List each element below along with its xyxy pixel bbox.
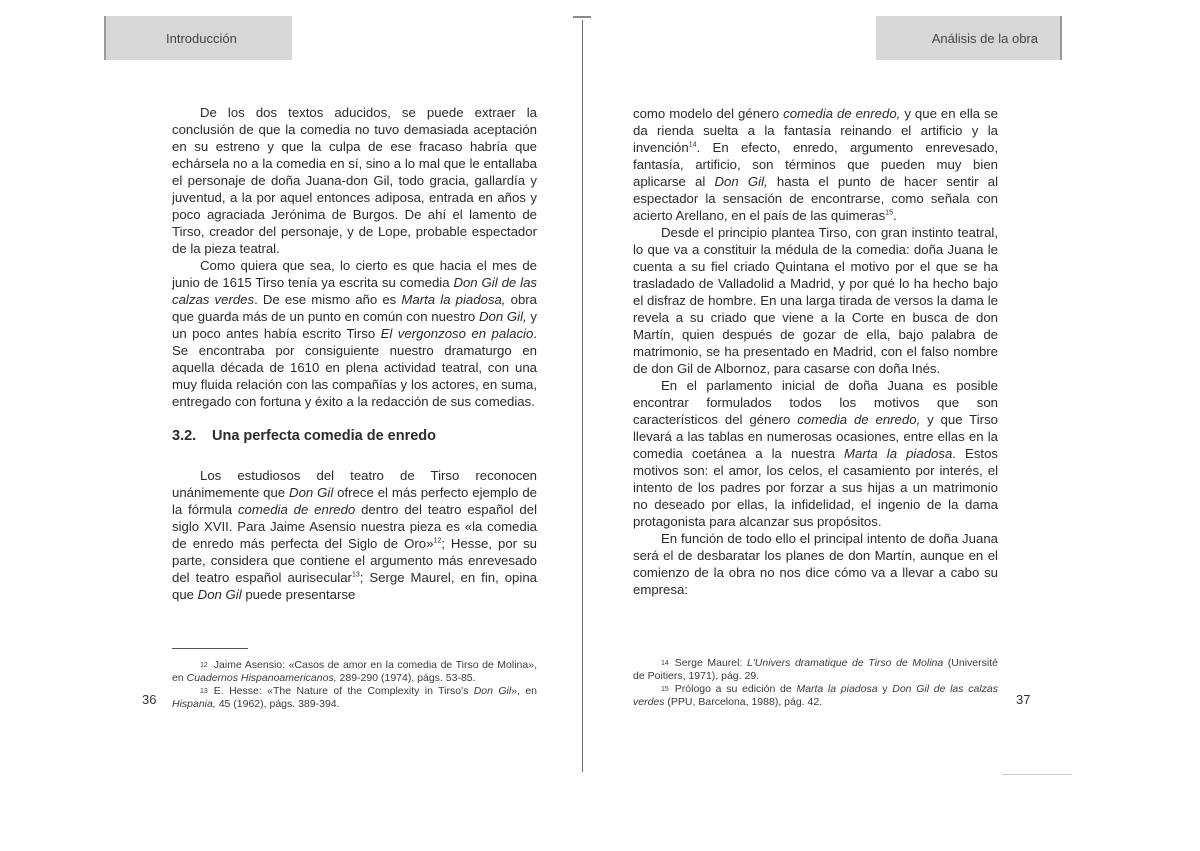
right-footnotes (633, 657, 998, 709)
text-run: 45 (1962), págs. 389-394. (215, 698, 340, 710)
text-run: y que Tirso llevará a las tablas en numerosas ocasiones, entre ellas en la comedia coetánea a la nuestra (633, 412, 998, 461)
footnote-ref: 12 (433, 537, 442, 545)
text-run: y que en ella se da rienda suelta a la fantasía reinando el artificio y la invención (633, 106, 998, 155)
italic-run: comedia de enredo (237, 502, 356, 517)
text-run: E. Hesse: «The Nature of the Complexity in Tirso's (213, 685, 474, 697)
italic-run: El vergonzoso en palacio (380, 326, 534, 341)
text-run: Desde el principio plantea Tirso, con gran instinto teatral, lo que va a constituir la médula de la comedia: doña Juana le cuenta a su fiel criado Quintana el motivo por el que se ha trasladado de Valladolid a Madrid, y por qué lo ha hecho bajo el disfraz de hombre. En una larga tirada de versos la dama le revela a su criado que viene a la Corte en busca de don Martín, quien después de gozar de ella, bajo palabra de matrimonio, se ha presentado en Madrid, con el falso nombre de don Gil de Albornoz, para casarse con doña Inés. (633, 225, 998, 376)
text-run: ofrece el más perfecto ejemplo de la fórmula (172, 485, 537, 517)
section-number: 3.2. (172, 428, 197, 444)
text-run: puede presentarse (241, 587, 356, 602)
text-run: Los estudiosos del teatro de Tirso reconocen unánimemente que (172, 468, 537, 500)
text-run: obra que guarda más de un punto en común con nuestro (172, 292, 538, 324)
scan-edge-line (1002, 774, 1072, 775)
footnote (633, 683, 998, 709)
section-heading (172, 428, 537, 445)
paragraph (633, 224, 998, 377)
right-page-body (633, 105, 998, 598)
italic-run: Don Gil, (714, 174, 768, 189)
italic-run: Don Gil, (478, 309, 527, 324)
footnote-mark: 12 (200, 662, 208, 669)
section-title: Una perfecta comedia de enredo (212, 428, 437, 444)
text-run: (Université de Poitiers, 1971), pág. 29. (633, 657, 998, 682)
text-run: . En efecto, enredo, argumento enrevesado, fantasía, artificio, son términos que pueden muy bien aplicarse al (633, 140, 998, 189)
text-run: Como quiera que sea, lo cierto es que hacia el mes de junio de 1615 Tirso tenía ya escrita su comedia (172, 258, 537, 290)
text-run: y (877, 683, 893, 695)
paragraph (633, 377, 998, 530)
text-run: . Estos motivos son: el amor, los celos, el casamiento por interés, el intento de los padres por forzar a sus hijas a un matrimonio no deseado por ellas, la infidelidad, el ingenio de la dama protagonista para alcanzar sus propósitos. (633, 446, 999, 529)
left-page-body (172, 104, 537, 603)
paragraph (172, 104, 537, 257)
text-run: 289-290 (1974), págs. 53-85. (336, 672, 476, 684)
book-spine (582, 20, 583, 772)
right-running-header (876, 16, 1062, 60)
paragraph (172, 467, 537, 603)
text-run: y un poco antes había escrito Tirso (172, 309, 537, 341)
text-run: En función de todo ello el principal intento de doña Juana será el de desbaratar los planes de don Martín, aunque en el comienzo de la obra no nos dice cómo va a llevar a cabo su empresa: (633, 531, 998, 597)
italic-run: L'Univers dramatique de Tirso de Molina (746, 657, 944, 669)
footnote (172, 659, 537, 685)
footnote-mark: 15 (661, 686, 669, 693)
left-running-header (104, 16, 292, 60)
italic-run: comedia de enredo, (783, 106, 901, 121)
text-run: como modelo del género (633, 106, 784, 121)
footnote-ref: 15 (885, 209, 893, 217)
footnote-mark: 13 (200, 688, 208, 695)
footnote-rule (172, 648, 248, 649)
italic-run: Don Gil (289, 485, 334, 500)
italic-run: Cuadernos Hispanoamericanos, (186, 672, 337, 684)
italic-run: Hispania, (172, 698, 216, 710)
left-footnotes (172, 659, 537, 711)
text-run: (PPU, Barcelona, 1988), pág. 42. (664, 696, 823, 708)
italic-run: Don Gil (473, 685, 512, 697)
spine-mark (573, 16, 591, 18)
italic-run: Don Gil (197, 587, 242, 602)
text-run: ; Hesse, por su parte, considera que contiene el argumento más enrevesado del teatro español aurisecular (172, 536, 538, 585)
footnote-mark: 14 (661, 660, 669, 667)
text-run: Jaime Asensio: «Casos de amor en la comedia de Tirso de Molina», en (172, 659, 537, 684)
paragraph (633, 105, 998, 224)
paragraph (172, 257, 537, 410)
footnote (172, 685, 537, 711)
text-run: Serge Maurel: (674, 657, 747, 669)
footnote-ref: 13 (351, 571, 360, 579)
footnote-ref: 14 (688, 141, 697, 149)
text-run: », en (511, 685, 537, 697)
italic-run: Don Gil de las calzas verdes (172, 275, 537, 307)
text-run: . (892, 208, 897, 223)
italic-run: comedia de enredo, (797, 412, 921, 427)
text-run: ; Serge Maurel, en fin, opina que (172, 570, 537, 602)
italic-run: Marta la piadosa (796, 683, 878, 695)
right-header-label: Análisis de la obra (931, 30, 1038, 46)
text-run: . De ese mismo año es (254, 292, 402, 307)
italic-run: Marta la piadosa (844, 446, 953, 461)
text-run: De los dos textos aducidos, se puede extraer la conclusión de que la comedia no tuvo demasiada aceptación en su estreno y que la culpa de ese fracaso habría que echársela no a la comedia en sí, sino a lo mal que le entallaba el personaje de doña Juana-don Gil, todo gracia, gallardía y juventud, a la por aquel entonces adiposa, entrada en años y poco agraciada Jerónima de Burgos. De ahí el lamento de Tirso, creador del personaje, y de Lope, probable espectador de la pieza teatral. (172, 105, 537, 256)
text-run: En el parlamento inicial de doña Juana es posible encontrar formulados todos los motivos que son característicos del género (633, 378, 998, 427)
text-run: Prólogo a su edición de (674, 683, 797, 695)
italic-run: Marta la piadosa, (401, 292, 506, 307)
text-run: hasta el punto de hacer sentir al espectador la sensación de encontrarse, como señala con acierto Arellano, en el país de las quimeras (633, 174, 998, 223)
footnote (633, 657, 998, 683)
left-header-label: Introducción (166, 30, 237, 46)
text-run: . Se encontraba por consiguiente nuestro dramaturgo en aquella década de 1610 en plena actividad teatral, con una muy fluida relación con las compañías y los actores, en suma, entregado con fortuna y éxito a la redacción de sus comedias. (172, 326, 537, 409)
italic-run: Don Gil de las calzas verdes (633, 683, 998, 708)
right-page-number: 37 (1016, 692, 1031, 707)
paragraph (633, 530, 998, 598)
left-page-number: 36 (142, 692, 157, 707)
text-run: dentro del teatro español del siglo XVII. Para Jaime Asensio nuestra pieza es «la comedia de enredo más perfecta del Siglo de Oro» (172, 502, 537, 551)
